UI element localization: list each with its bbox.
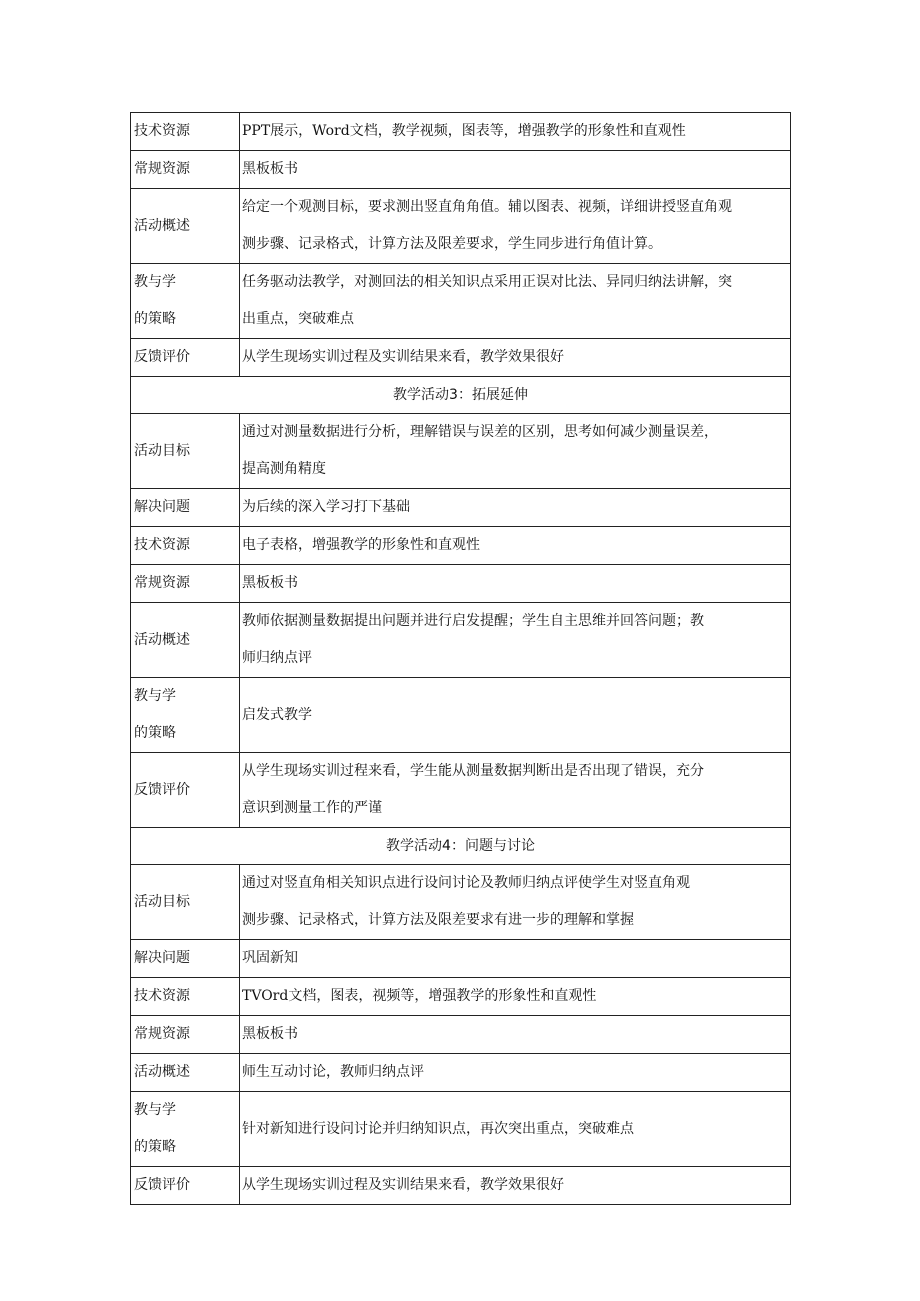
row-label-line: 教与学 xyxy=(134,688,176,704)
row-content xyxy=(240,978,791,1016)
table-row xyxy=(131,113,791,151)
row-label-line: 教与学 xyxy=(134,274,176,290)
row-label-line: 活动目标 xyxy=(134,893,190,910)
row-content-line: 出重点，突破难点 xyxy=(242,311,354,327)
row-content-line: 教师依据测量数据提出问题并进行启发提醒；学生自主思维并回答问题；教 xyxy=(242,613,704,629)
row-content-line: 师归纳点评 xyxy=(242,650,312,666)
row-label-line: 技术资源 xyxy=(134,123,190,139)
table-row xyxy=(131,527,791,565)
row-label xyxy=(131,489,240,527)
table-row xyxy=(131,753,791,828)
table-row xyxy=(131,865,791,940)
row-content-line: 任务驱动法教学，对测回法的相关知识点采用正误对比法、异同归纳法讲解，突 xyxy=(242,274,732,290)
row-content-line: 测步骤、记录格式，计算方法及限差要求，学生同步进行角值计算。 xyxy=(242,236,662,252)
row-content-line: 巩固新知 xyxy=(242,950,298,966)
row-label xyxy=(131,414,240,489)
section-header-row xyxy=(131,377,791,414)
row-content-line: 意识到测量工作的严谨 xyxy=(242,800,382,816)
row-label-line: 反馈评价 xyxy=(134,349,190,365)
table-row xyxy=(131,1092,791,1167)
row-content xyxy=(240,527,791,565)
row-content-line: 黑板板书 xyxy=(242,161,298,177)
row-content-line: 师生互动讨论，教师归纳点评 xyxy=(242,1064,424,1080)
section-header-row xyxy=(131,828,791,865)
row-label-line: 活动目标 xyxy=(134,442,190,459)
table-row xyxy=(131,339,791,377)
row-content-line: 为后续的深入学习打下基础 xyxy=(242,499,410,515)
row-content xyxy=(240,603,791,678)
row-label xyxy=(131,1092,240,1167)
row-label-line: 技术资源 xyxy=(134,537,190,553)
row-label xyxy=(131,978,240,1016)
row-content-line: 提高测角精度 xyxy=(242,461,326,477)
row-label xyxy=(131,865,240,940)
row-content xyxy=(240,414,791,489)
row-content-line: 从学生现场实训过程及实训结果来看，教学效果很好 xyxy=(242,349,564,365)
table-row xyxy=(131,678,791,753)
row-content-line: 通过对测量数据进行分析，理解错误与误差的区别，思考如何减少测量误差， xyxy=(242,424,718,440)
table-row xyxy=(131,940,791,978)
row-label xyxy=(131,189,240,264)
row-label xyxy=(131,1054,240,1092)
row-label-line: 常规资源 xyxy=(134,161,190,177)
section-title: 教学活动3：拓展延伸 xyxy=(131,377,791,414)
table-row xyxy=(131,414,791,489)
row-content xyxy=(240,113,791,151)
row-label-line: 技术资源 xyxy=(134,988,190,1004)
row-label xyxy=(131,264,240,339)
row-content xyxy=(240,865,791,940)
row-label-line: 活动概述 xyxy=(134,1064,190,1080)
row-label xyxy=(131,113,240,151)
row-content-line: 黑板板书 xyxy=(242,575,298,591)
row-content xyxy=(240,565,791,603)
row-content-line: 从学生现场实训过程来看，学生能从测量数据判断出是否出现了错误，充分 xyxy=(242,763,704,779)
table-row xyxy=(131,565,791,603)
row-content xyxy=(240,1167,791,1205)
row-content xyxy=(240,1092,791,1167)
row-label-line: 活动概述 xyxy=(134,631,190,648)
row-content-line: 针对新知进行设问讨论并归纳知识点，再次突出重点，突破难点 xyxy=(242,1120,634,1137)
row-content-line: 给定一个观测目标，要求测出竖直角角值。辅以图表、视频，详细讲授竖直角观 xyxy=(242,199,732,215)
row-content xyxy=(240,189,791,264)
row-content-line: PPT展示，Word文档，教学视频，图表等，增强教学的形象性和直观性 xyxy=(242,123,686,139)
row-label xyxy=(131,603,240,678)
table-row xyxy=(131,264,791,339)
row-content xyxy=(240,1016,791,1054)
row-content xyxy=(240,753,791,828)
row-content xyxy=(240,1054,791,1092)
row-label xyxy=(131,339,240,377)
table-row xyxy=(131,1016,791,1054)
row-content-line: 从学生现场实训过程及实训结果来看，教学效果很好 xyxy=(242,1177,564,1193)
row-label-line: 教与学 xyxy=(134,1102,176,1118)
lesson-plan-table xyxy=(130,112,791,1205)
row-label-line: 解决问题 xyxy=(134,950,190,966)
row-content xyxy=(240,678,791,753)
row-label xyxy=(131,753,240,828)
row-content xyxy=(240,264,791,339)
row-label-line: 常规资源 xyxy=(134,1026,190,1042)
row-label-line: 的策略 xyxy=(134,311,176,327)
table-row xyxy=(131,1167,791,1205)
row-content xyxy=(240,339,791,377)
row-content-line: 电子表格，增强教学的形象性和直观性 xyxy=(242,537,480,553)
row-label-line: 的策略 xyxy=(134,1139,176,1155)
row-content-line: 测步骤、记录格式，计算方法及限差要求有进一步的理解和掌握 xyxy=(242,912,634,928)
row-label-line: 反馈评价 xyxy=(134,781,190,798)
row-label xyxy=(131,1167,240,1205)
row-content-line: 黑板板书 xyxy=(242,1026,298,1042)
row-label-line: 常规资源 xyxy=(134,575,190,591)
row-label-line: 反馈评价 xyxy=(134,1177,190,1193)
table-row xyxy=(131,978,791,1016)
table-row xyxy=(131,603,791,678)
row-content xyxy=(240,940,791,978)
row-content-line: 启发式教学 xyxy=(242,706,312,723)
section-title: 教学活动4：问题与讨论 xyxy=(131,828,791,865)
table-row xyxy=(131,189,791,264)
row-content-line: TVOrd文档，图表，视频等，增强教学的形象性和直观性 xyxy=(242,988,597,1004)
table-row xyxy=(131,1054,791,1092)
lesson-plan-table-body xyxy=(131,113,791,1205)
table-row xyxy=(131,151,791,189)
row-content xyxy=(240,489,791,527)
row-label xyxy=(131,151,240,189)
table-row xyxy=(131,489,791,527)
row-label xyxy=(131,1016,240,1054)
row-label xyxy=(131,678,240,753)
row-content-line: 通过对竖直角相关知识点进行设问讨论及教师归纳点评使学生对竖直角观 xyxy=(242,875,690,891)
row-content xyxy=(240,151,791,189)
row-label xyxy=(131,940,240,978)
row-label-line: 的策略 xyxy=(134,725,176,741)
row-label-line: 解决问题 xyxy=(134,499,190,515)
row-label-line: 活动概述 xyxy=(134,217,190,234)
row-label xyxy=(131,527,240,565)
row-label xyxy=(131,565,240,603)
